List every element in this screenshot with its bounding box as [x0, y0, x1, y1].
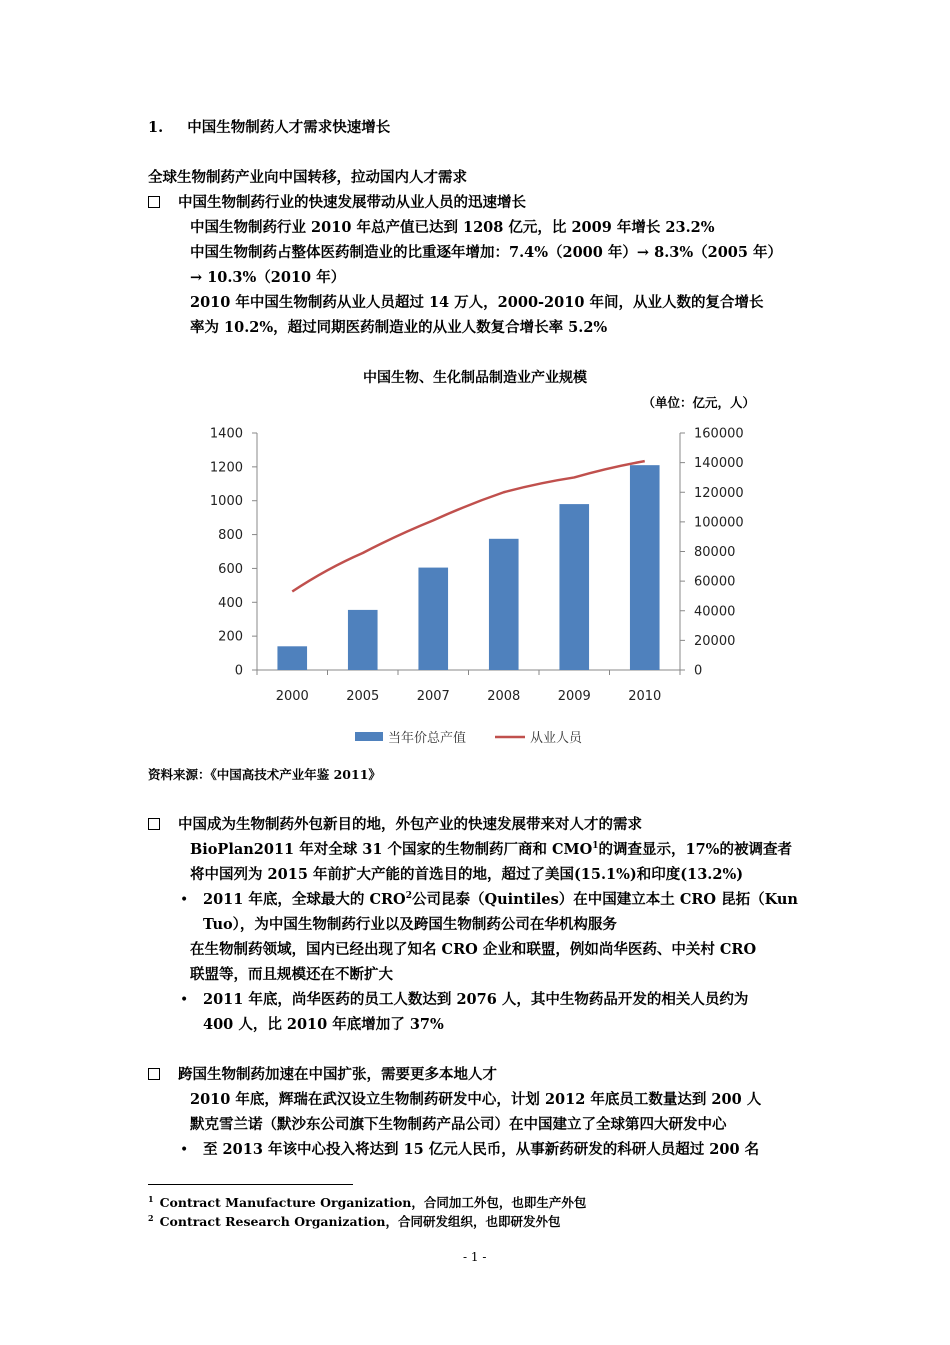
x-tick-label: 2010 [628, 689, 662, 704]
footnote: $^2$ Contract Research Organization，合同研发组织，也即研发外包 [148, 1212, 561, 1229]
source-note: 资料来源：《中国高技术产业年鉴 2011》 [148, 767, 381, 782]
y-left-tick-label: 0 [234, 663, 243, 679]
footnote-rule [148, 1184, 353, 1185]
y-right-tick-label: 120000 [694, 485, 744, 501]
y-right-tick-label: 140000 [694, 456, 744, 472]
bar-output-value [348, 610, 378, 670]
section-number: 1. [148, 119, 164, 136]
text-line: BioPlan2011 年对全球 31 个国家的生物制药厂商和 CMO$^1$的调查显示，17%的被调查者 [190, 841, 792, 858]
item-title-industry-growth: 中国生物制药行业的快速发展带动从业人员的迅速增长 [148, 193, 526, 213]
checkbox-icon [148, 196, 160, 208]
section-title: 中国生物制药人才需求快速增长 [187, 119, 391, 136]
y-left-tick-label: 1200 [209, 460, 243, 476]
subheading-global-shift: 全球生物制药产业向中国转移，拉动国内人才需求 [148, 169, 467, 186]
y-left-tick-label: 1000 [209, 494, 243, 510]
text-line: 率为 10.2%，超过同期医药制造业的从业人数复合增长率 5.2% [190, 319, 608, 336]
chart-unit: （单位：亿元，人） [642, 395, 755, 410]
legend-swatch-bar [355, 732, 383, 741]
y-left-tick-label: 400 [218, 595, 243, 611]
text-line: 默克雪兰诺（默沙东公司旗下生物制药产品公司）在中国建立了全球第四大研发中心 [190, 1116, 727, 1133]
text-line: 将中国列为 2015 年前扩大产能的首选目的地，超过了美国(15.1%)和印度(13.2%) [190, 866, 744, 883]
text-line: 在生物制药领域，国内已经出现了知名 CRO 企业和联盟，例如尚华医药、中关村 CRO [190, 941, 757, 958]
y-left-tick-label: 800 [218, 528, 243, 544]
page-number: - 1 - [463, 1250, 487, 1264]
x-tick-label: 2005 [346, 689, 380, 704]
chart-legend [355, 730, 583, 746]
y-right-tick-label: 0 [694, 663, 703, 679]
legend-label-line: 从业人员 [530, 731, 583, 746]
text-line: 中国生物制药行业 2010 年总产值已达到 1208 亿元，比 2009 年增长 23.2% [190, 219, 715, 236]
bar-output-value [630, 465, 660, 670]
x-tick-label: 2008 [487, 689, 521, 704]
line-employees [292, 461, 645, 591]
text-line: 2010 年中国生物制药从业人员超过 14 万人，2000-2010 年间，从业人数的复合增长 [190, 294, 764, 311]
x-tick-label: 2009 [557, 689, 591, 704]
bar-output-value [277, 646, 307, 670]
footnote-ref: 1 [592, 841, 599, 852]
text-line: → 10.3%（2010 年） [190, 269, 346, 286]
y-right-tick-label: 160000 [694, 426, 744, 442]
industry-scale-chart [190, 360, 770, 760]
footnote: $^1$ Contract Manufacture Organization，合同加工外包，也即生产外包 [148, 1193, 587, 1210]
x-tick-label: 2007 [416, 689, 450, 704]
bullet-icon: • [180, 892, 189, 908]
y-right-tick-label: 60000 [694, 574, 736, 590]
item-title-multinational: 跨国生物制药加速在中国扩张，需要更多本地人才 [148, 1065, 497, 1085]
bar-output-value [559, 504, 589, 670]
footnote-ref: 2 [405, 891, 412, 902]
checkbox-icon [148, 818, 160, 830]
bullet-text: 400 人，比 2010 年底增加了 37% [203, 1016, 444, 1033]
bullet-text: 2011 年底，全球最大的 CRO$^2$公司昆泰（Quintiles）在中国建立本土 CRO 昆拓（Kun [203, 891, 798, 908]
legend-label-bar: 当年价总产值 [388, 731, 467, 746]
y-right-tick-label: 40000 [694, 604, 736, 620]
bar-output-value [418, 568, 448, 670]
chart-title: 中国生物、生化制品制造业产业规模 [363, 370, 587, 386]
y-right-tick-label: 20000 [694, 633, 736, 649]
checkbox-icon [148, 1068, 160, 1080]
y-left-tick-label: 600 [218, 561, 243, 577]
bar-output-value [489, 539, 519, 670]
bullet-text: 至 2013 年该中心投入将达到 15 亿元人民币，从事新药研发的科研人员超过 200 名 [203, 1141, 760, 1158]
bullet-icon: • [180, 992, 189, 1008]
y-left-tick-label: 200 [218, 629, 243, 645]
bullet-icon: • [180, 1142, 189, 1158]
y-left-tick-label: 1400 [209, 426, 243, 442]
y-right-tick-label: 100000 [694, 515, 744, 531]
text-line: 中国生物制药占整体医药制造业的比重逐年增加：7.4%（2000 年）→ 8.3%（2005 年） [190, 244, 783, 261]
x-tick-label: 2000 [275, 689, 309, 704]
section-heading [148, 118, 390, 138]
item-title-outsourcing: 中国成为生物制药外包新目的地，外包产业的快速发展带来对人才的需求 [148, 815, 642, 835]
text-line: 联盟等，而且规模还在不断扩大 [190, 966, 393, 983]
text-line: 2010 年底，辉瑞在武汉设立生物制药研发中心，计划 2012 年底员工数量达到 200 人 [190, 1091, 762, 1108]
y-right-tick-label: 80000 [694, 545, 736, 560]
bullet-text: 2011 年底，尚华医药的员工人数达到 2076 人，其中生物药品开发的相关人员约为 [203, 991, 749, 1008]
bullet-text: Tuo），为中国生物制药行业以及跨国生物制药公司在华机构服务 [203, 916, 617, 933]
